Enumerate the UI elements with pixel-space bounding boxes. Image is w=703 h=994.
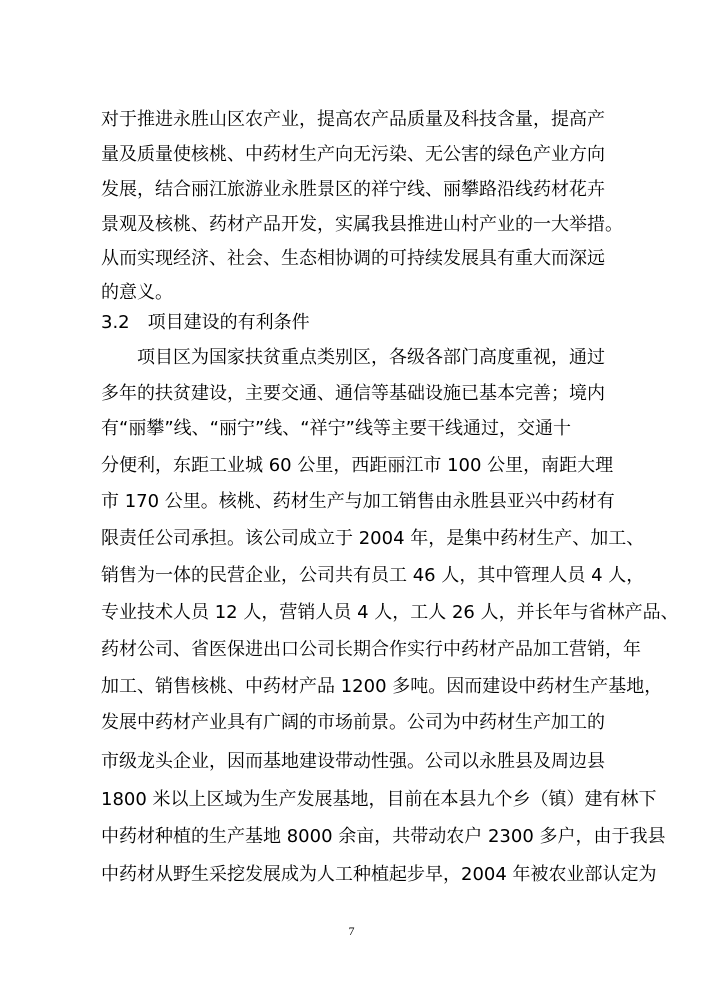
paragraph-1-line-1: 对于推进永胜山区农产业，提高农产品质量及科技含量，提高产 <box>101 109 605 130</box>
paragraph-2-line-5: 市 170 公里。核桃、药材生产与加工销售由永胜县亚兴中药材有 <box>101 491 615 512</box>
paragraph-2-line-15: 中药材从野生采挖发展成为人工种植起步早，2004 年被农业部认定为 <box>101 864 657 885</box>
paragraph-2-line-8: 专业技术人员 12 人，营销人员 4 人，工人 26 人，并长年与省林产品、 <box>101 602 679 623</box>
paragraph-2-line-1: 项目区为国家扶贫重点类别区，各级各部门高度重视，通过 <box>137 347 605 368</box>
paragraph-2-line-11: 发展中药材产业具有广阔的市场前景。公司为中药材生产加工的 <box>101 712 605 733</box>
paragraph-2-line-10: 加工、销售核桃、中药材产品 1200 多吨。因而建设中药材生产基地， <box>101 676 663 697</box>
paragraph-1-line-2: 量及质量使核桃、中药材生产向无污染、无公害的绿色产业方向 <box>101 144 605 165</box>
paragraph-2-line-2: 多年的扶贫建设，主要交通、通信等基础设施已基本完善；境内 <box>101 383 605 404</box>
paragraph-2-line-4: 分便利，东距工业城 60 公里，西距丽江市 100 公里，南距大理 <box>101 455 614 476</box>
paragraph-2-line-12: 市级龙头企业，因而基地建设带动性强。公司以永胜县及周边县 <box>101 751 605 772</box>
paragraph-2-line-7: 销售为一体的民营企业，公司共有员工 46 人，其中管理人员 4 人， <box>101 565 645 586</box>
paragraph-2-line-13: 1800 米以上区域为生产发展基地，目前在本县九个乡（镇）建有林下 <box>101 789 657 810</box>
page-number: 7 <box>348 924 355 938</box>
paragraph-2-line-3: 有“丽攀”线、“丽宁”线、“祥宁”线等主要干线通过，交通十 <box>101 418 571 439</box>
paragraph-1-line-5: 从而实现经济、社会、生态相协调的可持续发展具有重大而深远 <box>101 248 605 269</box>
paragraph-1-line-4: 景观及核桃、药材产品开发，实属我县推进山村产业的一大举措。 <box>101 214 623 235</box>
paragraph-1-line-6: 的意义。 <box>101 282 173 303</box>
paragraph-2-line-6: 限责任公司承担。该公司成立于 2004 年，是集中药材生产、加工、 <box>101 528 645 549</box>
section-heading: 3.2 项目建设的有利条件 <box>101 312 310 333</box>
paragraph-1-line-3: 发展，结合丽江旅游业永胜景区的祥宁线、丽攀路沿线药材花卉 <box>101 179 605 200</box>
paragraph-2-line-9: 药材公司、省医保进出口公司长期合作实行中药材产品加工营销，年 <box>101 639 641 660</box>
paragraph-2-line-14: 中药材种植的生产基地 8000 余亩，共带动农户 2300 多户，由于我县 <box>101 826 666 847</box>
